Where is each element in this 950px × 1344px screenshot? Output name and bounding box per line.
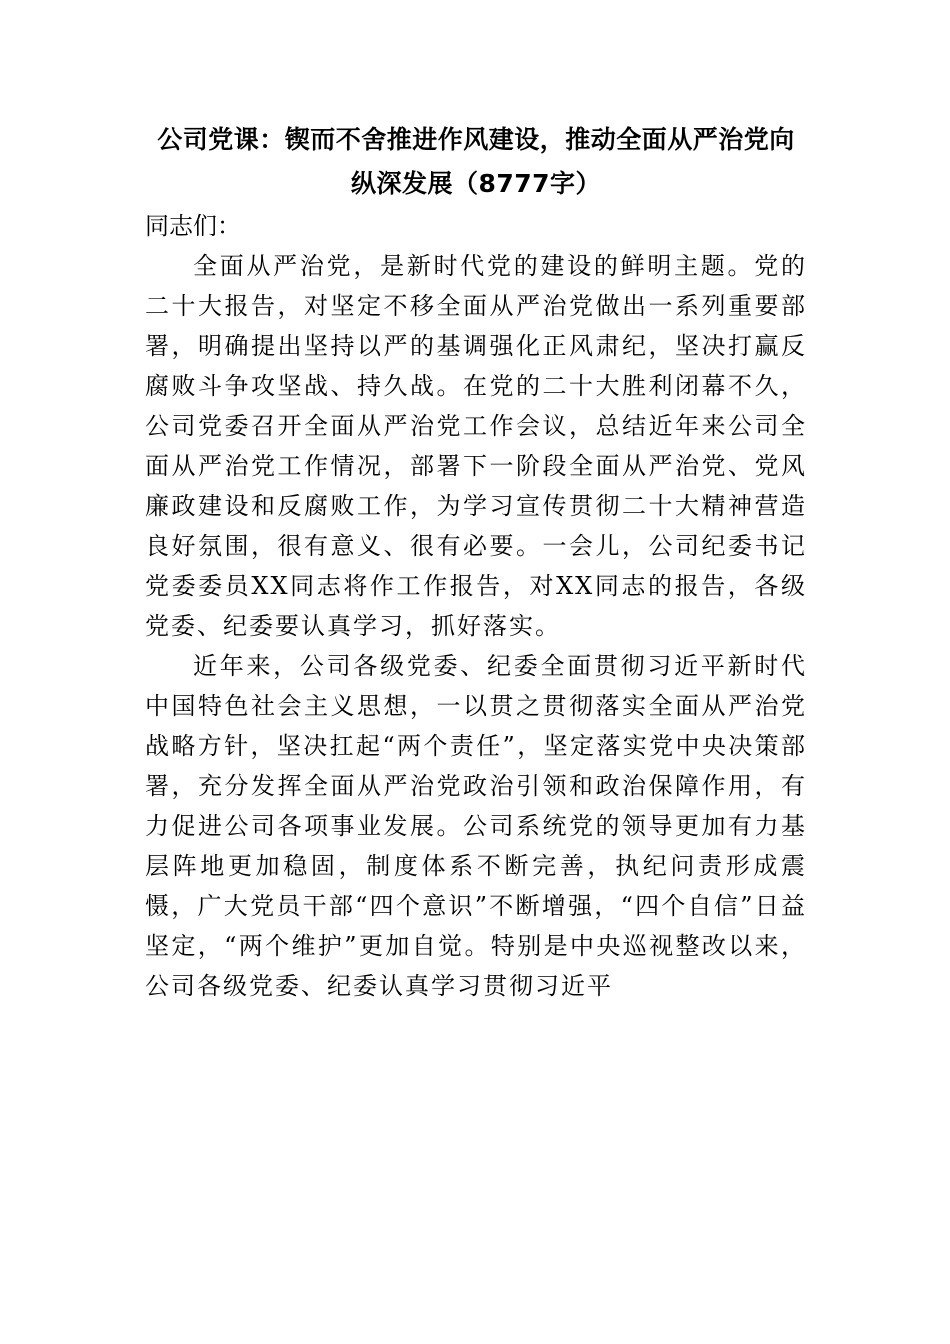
body-paragraph-1: 全面从严治党，是新时代党的建设的鲜明主题。党的二十大报告，对坚定不移全面从严治党做出一系列重要部署，明确提出坚持以严的基调强化正风肃纪，坚决打赢反腐败斗争攻坚战、持久战。在党的二十大胜利闭幕不久，公司党委召开全面从严治党工作会议，总结近年来公司全面从严治党工作情况，部署下一阶段全面从严治党、党风廉政建设和反腐败工作，为学习宣传贯彻二十大精神营造良好氛围，很有意义、很有必要。一会儿，公司纪委书记党委委员XX同志将作工作报告，对XX同志的报告，各级党委、纪委要认真学习，抓好落实。: [145, 252, 807, 640]
salutation: 同志们：: [145, 212, 241, 240]
body-paragraph-2: 近年来，公司各级党委、纪委全面贯彻习近平新时代中国特色社会主义思想，一以贯之贯彻落实全面从严治党战略方针，坚决扛起“两个责任”，坚定落实党中央决策部署，充分发挥全面从严治党政治引领和政治保障作用，有力促进公司各项事业发展。公司系统党的领导更加有力基层阵地更加稳固，制度体系不断完善，执纪问责形成震慑，广大党员干部“四个意识”不断增强，“四个自信”日益坚定，“两个维护”更加自觉。特别是中央巡视整改以来，公司各级党委、纪委认真学习贯彻习近平: [145, 652, 807, 1000]
document-page: [145, 118, 807, 1006]
document-title: [145, 118, 807, 206]
title-line-1: 公司党课：锲而不舍推进作风建设，推动全面从严治党向: [157, 125, 795, 154]
title-line-2: 纵深发展（8777字）: [350, 169, 602, 198]
